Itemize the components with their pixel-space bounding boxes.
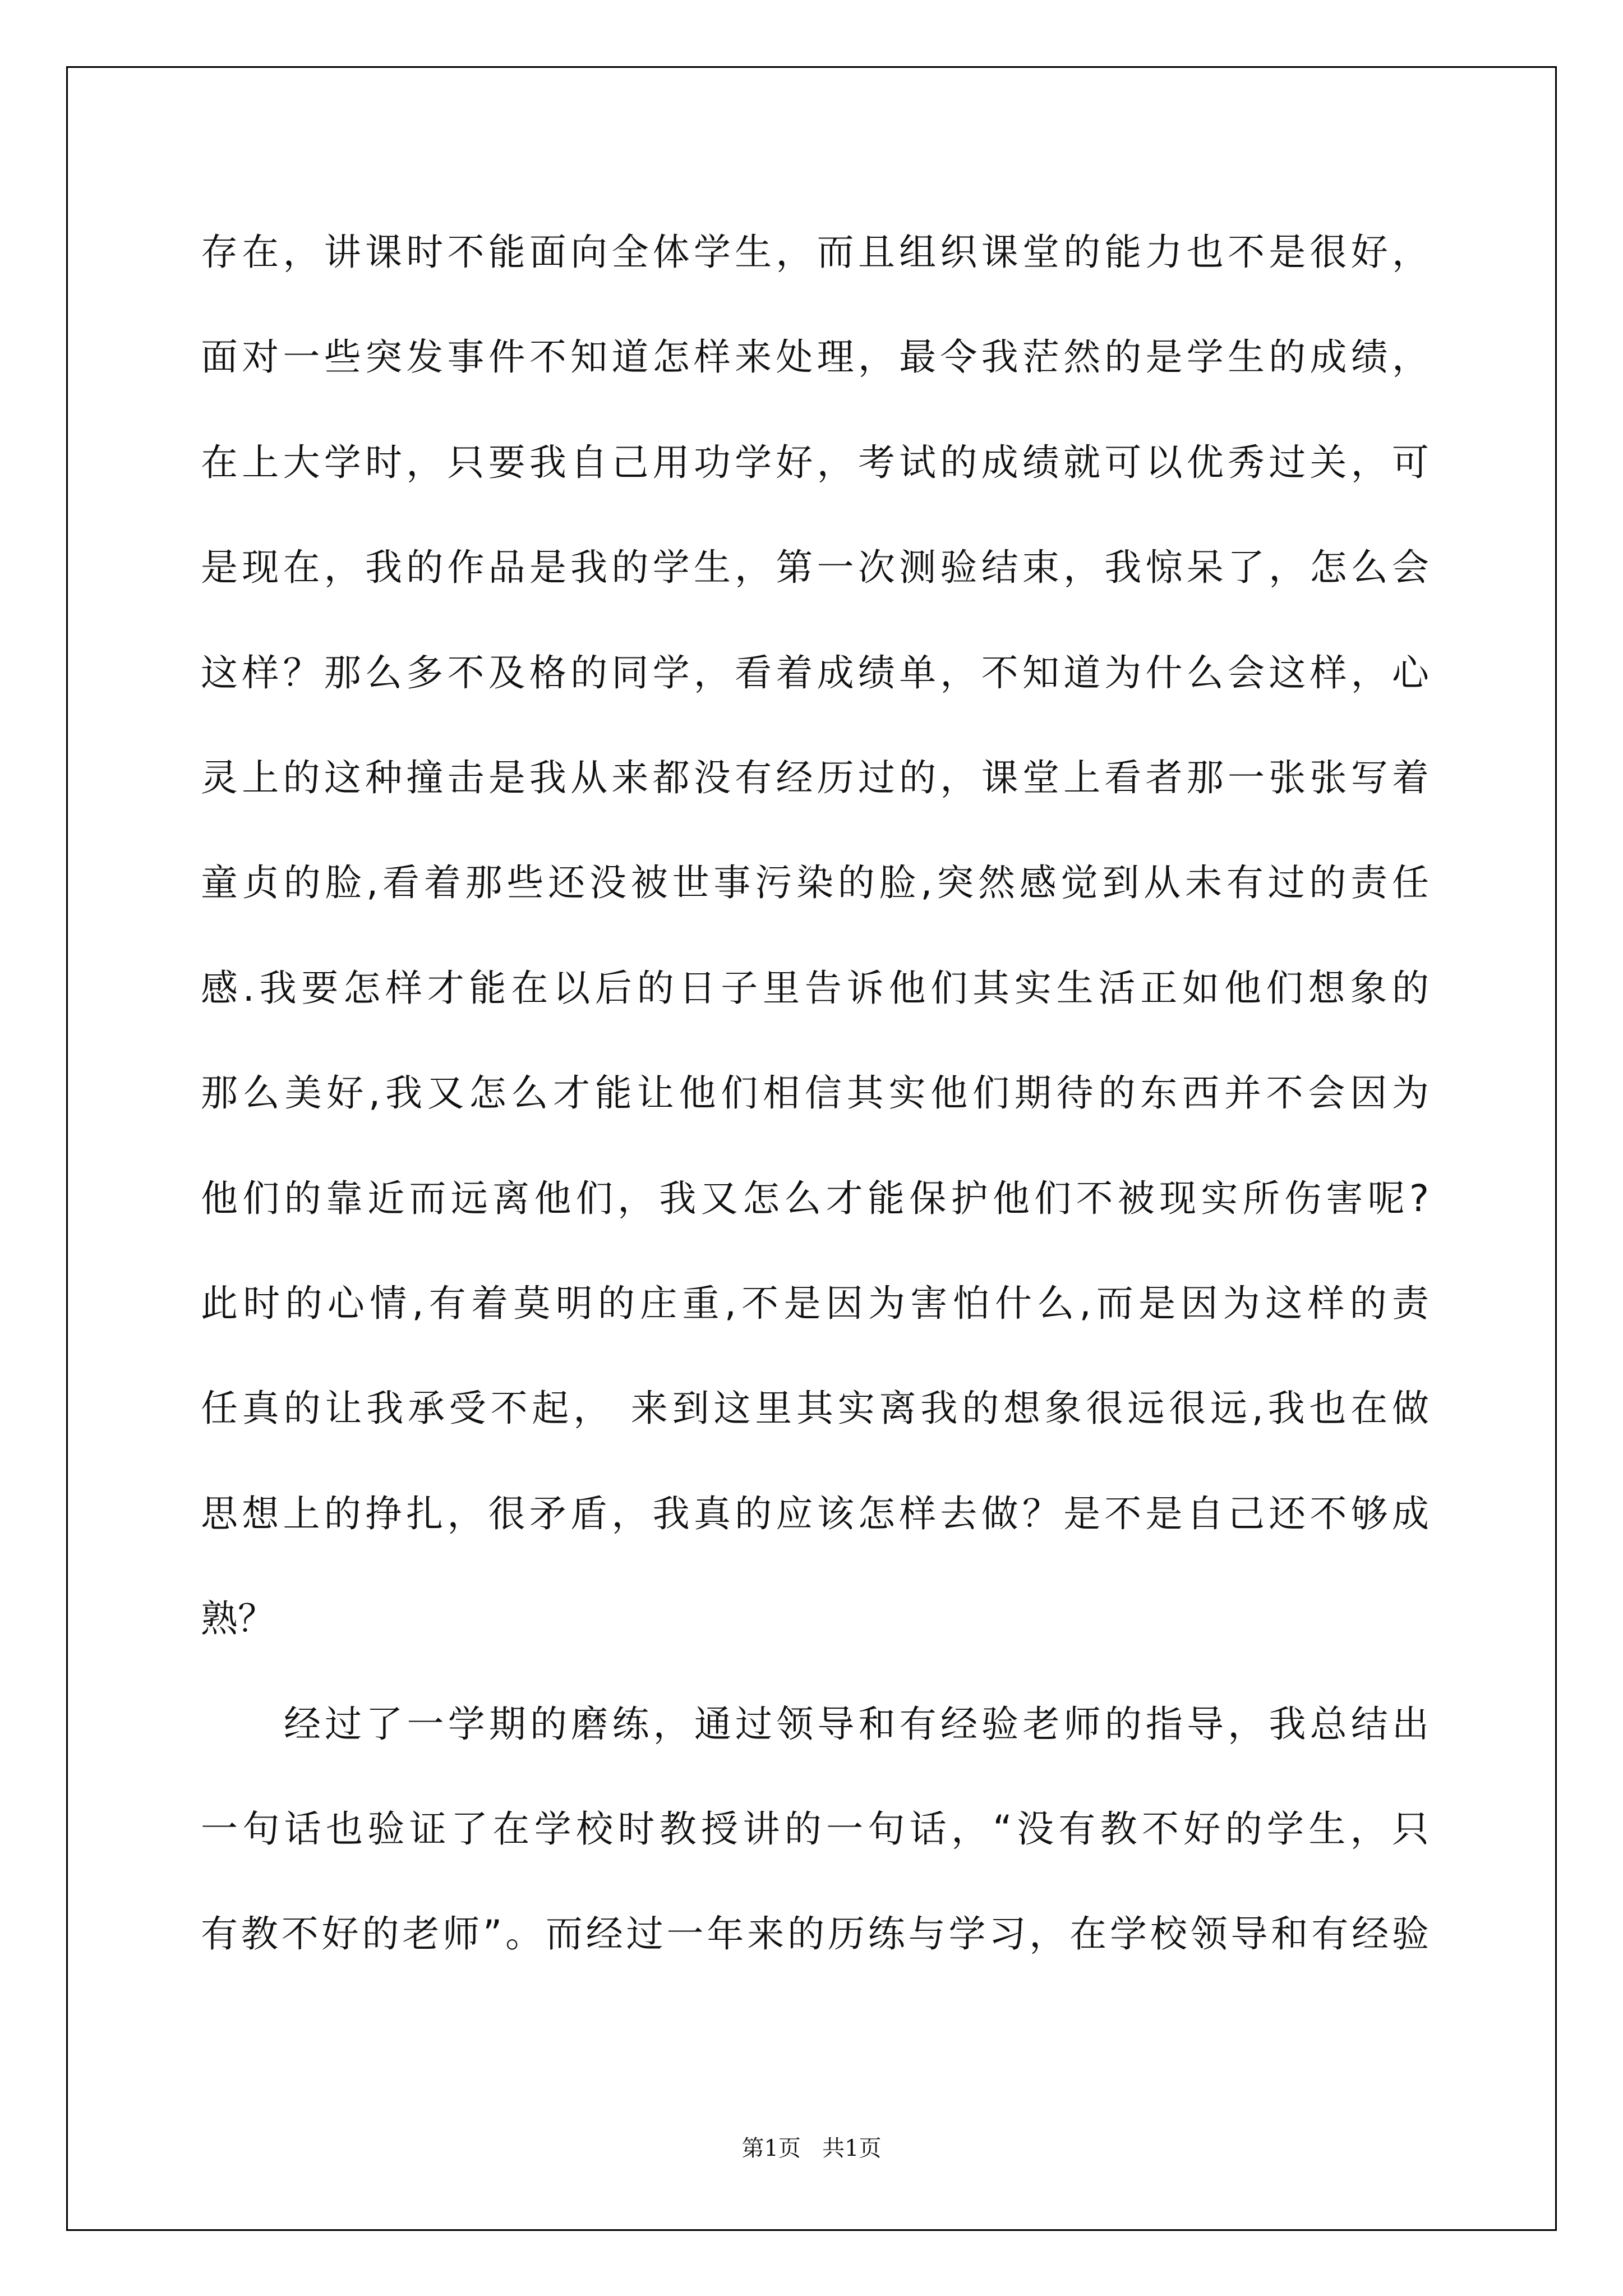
body-text-line: 这样？那么多不及格的同学，看着成绩单，不知道为什么会这样，心 xyxy=(201,651,1429,694)
body-text-line: 熟？ xyxy=(201,1597,275,1640)
body-text-line: 是现在，我的作品是我的学生，第一次测验结束，我惊呆了，怎么会 xyxy=(201,546,1429,589)
body-text-line: 灵上的这种撞击是我从来都没有经历过的，课堂上看者那一张张写着 xyxy=(201,756,1429,799)
body-text-line: 面对一些突发事件不知道怎样来处理，最令我茫然的是学生的成绩， xyxy=(201,335,1429,379)
body-text-line: 一句话也验证了在学校时教授讲的一句话，“没有教不好的学生，只 xyxy=(201,1807,1429,1851)
body-text-line: 思想上的挣扎，很矛盾，我真的应该怎样去做？是不是自己还不够成 xyxy=(201,1492,1429,1535)
body-text-line: 任真的让我承受不起， 来到这里其实离我的想象很远很远,我也在做 xyxy=(201,1387,1429,1430)
body-text-line: 那么美好,我又怎么才能让他们相信其实他们期待的东西并不会因为 xyxy=(201,1071,1429,1115)
body-text-line: 感.我要怎样才能在以后的日子里告诉他们其实生活正如他们想象的 xyxy=(201,967,1429,1010)
body-text-line: 童贞的脸,看着那些还没被世事污染的脸,突然感觉到从未有过的责任 xyxy=(201,861,1429,904)
body-text-line: 在上大学时，只要我自己用功学好，考试的成绩就可以优秀过关，可 xyxy=(201,441,1429,484)
page-number-footer: 第1页 共1页 xyxy=(741,2136,882,2161)
page-border xyxy=(66,66,1557,2231)
body-text-line: 此时的心情,有着莫明的庄重,不是因为害怕什么,而是因为这样的责 xyxy=(201,1282,1429,1325)
body-text-line: 有教不好的老师”。而经过一年来的历练与学习，在学校领导和有经验 xyxy=(201,1912,1429,1955)
body-text-line: 存在，讲课时不能面向全体学生，而且组织课堂的能力也不是很好， xyxy=(201,231,1429,274)
body-text-line: 他们的靠近而远离他们，我又怎么才能保护他们不被现实所伤害呢? xyxy=(201,1177,1429,1220)
body-text-line: 经过了一学期的磨练，通过领导和有经验老师的指导，我总结出 xyxy=(284,1703,1429,1746)
